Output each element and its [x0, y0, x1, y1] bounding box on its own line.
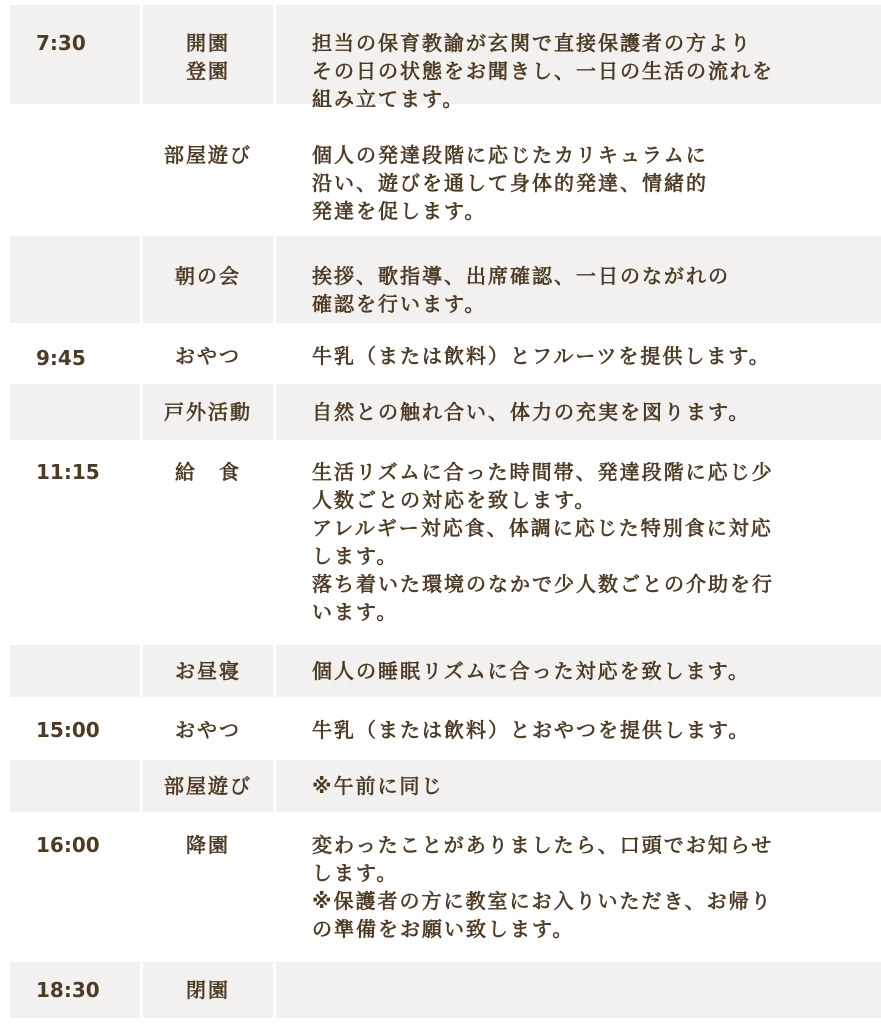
time-label: 18:30: [36, 978, 100, 1002]
description-cell: [276, 962, 881, 1018]
description-cell: [276, 702, 881, 758]
event-cell: [143, 330, 273, 380]
event-cell: [143, 5, 273, 104]
time-label: 11:15: [36, 460, 100, 484]
time-cell: [10, 115, 140, 231]
event-label: 朝の会: [175, 264, 241, 288]
description-text: 担当の保育教諭が玄関で直接保護者の方より その日の状態をお聞きし、一日の生活の流れを 組み立てます。: [312, 31, 774, 111]
event-cell: [143, 962, 273, 1018]
event-label: 給 食: [175, 460, 241, 484]
description-text: 変わったことがありましたら、口頭でお知らせ します。 ※保護者の方に教室にお入りいただき、お帰り の準備をお願い致します。: [312, 833, 774, 941]
description-text: 個人の睡眠リズムに合った対応を致します。: [312, 659, 750, 683]
time-label: 16:00: [36, 833, 100, 857]
description-text: 牛乳（または飲料）とフルーツを提供します。: [312, 344, 771, 368]
event-cell: [143, 236, 273, 323]
time-label: 9:45: [36, 346, 86, 370]
description-cell: [276, 817, 881, 957]
description-cell: [276, 444, 881, 638]
description-cell: [276, 5, 881, 111]
schedule-row: [0, 384, 881, 440]
time-cell: [10, 444, 140, 638]
schedule-row: [0, 702, 881, 758]
description-text: ※午前に同じ: [312, 774, 444, 798]
description-text: 生活リズムに合った時間帯、発達段階に応じ少 人数ごとの対応を致します。 アレルギー対応食、体調に応じた特別食に対応 します。 落ち着いた環境のなかで少人数ごとの介助を行 います。: [312, 460, 774, 624]
description-text: 牛乳（または飲料）とおやつを提供します。: [312, 718, 751, 742]
time-cell: [10, 702, 140, 758]
schedule-row: [0, 444, 881, 638]
time-cell: [10, 5, 140, 104]
event-label: おやつ: [175, 718, 241, 742]
description-cell: [276, 236, 881, 323]
event-cell: [143, 645, 273, 697]
schedule-row: [0, 115, 881, 231]
description-text: 自然との触れ合い、体力の充実を図ります。: [312, 400, 751, 424]
time-cell: [10, 330, 140, 380]
event-label: 開園 登園: [186, 31, 230, 83]
description-cell: [276, 115, 881, 231]
time-label: 7:30: [36, 31, 86, 55]
event-cell: [143, 760, 273, 812]
event-label: お昼寝: [175, 659, 241, 683]
event-cell: [143, 115, 273, 231]
event-cell: [143, 817, 273, 957]
schedule-row: [0, 236, 881, 323]
description-text: 個人の発達段階に応じたカリキュラムに 沿い、遊びを通して身体的発達、情緒的 発達を促します。: [312, 143, 708, 223]
description-cell: [276, 645, 881, 697]
schedule-row: [0, 5, 881, 111]
time-cell: [10, 817, 140, 957]
description-text: 挨拶、歌指導、出席確認、一日のながれの 確認を行います。: [312, 264, 730, 316]
description-cell: [276, 760, 881, 812]
schedule-row: [0, 760, 881, 812]
event-label: 部屋遊び: [164, 774, 252, 798]
event-cell: [143, 384, 273, 440]
time-label: 15:00: [36, 718, 100, 742]
description-cell: [276, 384, 881, 440]
description-cell: [276, 330, 881, 380]
schedule-row: [0, 330, 881, 380]
event-label: 閉園: [186, 978, 230, 1002]
time-cell: [10, 236, 140, 323]
time-cell: [10, 384, 140, 440]
time-cell: [10, 645, 140, 697]
event-label: おやつ: [175, 344, 241, 368]
event-label: 戸外活動: [164, 400, 252, 424]
event-cell: [143, 702, 273, 758]
event-cell: [143, 444, 273, 638]
time-cell: [10, 760, 140, 812]
event-label: 部屋遊び: [164, 143, 252, 167]
schedule-row: [0, 962, 881, 1018]
schedule-row: [0, 817, 881, 957]
schedule-row: [0, 645, 881, 697]
event-label: 降園: [186, 833, 230, 857]
time-cell: [10, 962, 140, 1018]
